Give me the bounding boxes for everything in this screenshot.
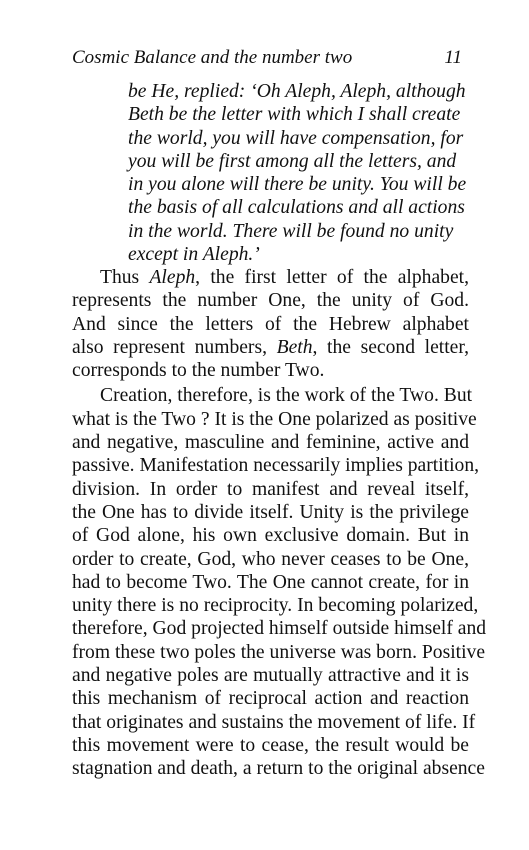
quote-line: in the world. There will be found no unity bbox=[128, 220, 454, 242]
paragraph-line: And since the letters of the Hebrew alphabet bbox=[72, 313, 469, 335]
quote-line: the world, you will have compensation, for bbox=[128, 127, 464, 149]
paragraph-line: what is the Two ? It is the One polarized as positive bbox=[72, 408, 477, 430]
quote-line: Beth be the letter with which I shall create bbox=[128, 104, 461, 126]
paragraph bbox=[72, 384, 487, 780]
paragraph-line: that originates and sustains the movement of life. If bbox=[72, 711, 476, 733]
text-run: also represent numbers, bbox=[72, 336, 277, 358]
page-number: 11 bbox=[444, 47, 462, 68]
body-text bbox=[72, 266, 487, 781]
quote-line: you will be first among all the letters, and bbox=[128, 150, 457, 172]
paragraph-line: from these two poles the universe was born. Positive bbox=[72, 641, 486, 663]
paragraph-line: had to become Two. The One cannot create, for in bbox=[72, 571, 469, 593]
emphasis-beth: Beth bbox=[276, 336, 313, 358]
quote-line: the basis of all calculations and all actions bbox=[128, 197, 465, 219]
paragraph-line: passive. Manifestation necessarily implies partition, bbox=[72, 455, 480, 477]
paragraph-line: unity there is no reciprocity. In becoming polarized, bbox=[72, 595, 479, 617]
paragraph bbox=[72, 266, 469, 382]
paragraph-line: this mechanism of reciprocal action and reaction bbox=[72, 688, 469, 710]
paragraph-line bbox=[72, 266, 469, 289]
running-head bbox=[72, 46, 464, 70]
paragraph-line: division. In order to manifest and reveal itself, bbox=[72, 478, 469, 500]
text-run: , the second letter, bbox=[312, 336, 469, 358]
paragraph-line: Creation, therefore, is the work of the Two. But bbox=[100, 385, 473, 407]
paragraph-line: order to create, God, who never ceases to be One, bbox=[72, 548, 469, 570]
paragraph-line: corresponds to the number Two. bbox=[72, 360, 325, 382]
paragraph-line: and negative, masculine and feminine, active and bbox=[72, 432, 469, 454]
paragraph-line: of God alone, his own exclusive domain. But in bbox=[72, 525, 469, 547]
text-run: Thus bbox=[100, 267, 150, 288]
quote-line: be He, replied: ‘Oh Aleph, Aleph, although bbox=[128, 81, 466, 102]
paragraph-line: represents the number One, the unity of God. bbox=[72, 290, 469, 312]
paragraph-line: therefore, God projected himself outside himself and bbox=[72, 618, 487, 640]
paragraph-line bbox=[72, 336, 469, 359]
block-quote bbox=[128, 80, 468, 266]
paragraph-line: this movement were to cease, the result would be bbox=[72, 734, 469, 756]
paragraph-line: and negative poles are mutually attractive and it is bbox=[72, 665, 469, 687]
paragraph-line: the One has to divide itself. Unity is the privilege bbox=[72, 501, 469, 523]
quote-line: except in Aleph.’ bbox=[128, 244, 260, 266]
paragraph-line: stagnation and death, a return to the original absence bbox=[72, 758, 485, 780]
emphasis-aleph: Aleph bbox=[149, 267, 196, 288]
running-head-title: Cosmic Balance and the number two bbox=[72, 47, 353, 68]
text-run: , the first letter of the alphabet, bbox=[195, 267, 469, 288]
quote-line: in you alone will there be unity. You will be bbox=[128, 174, 467, 196]
